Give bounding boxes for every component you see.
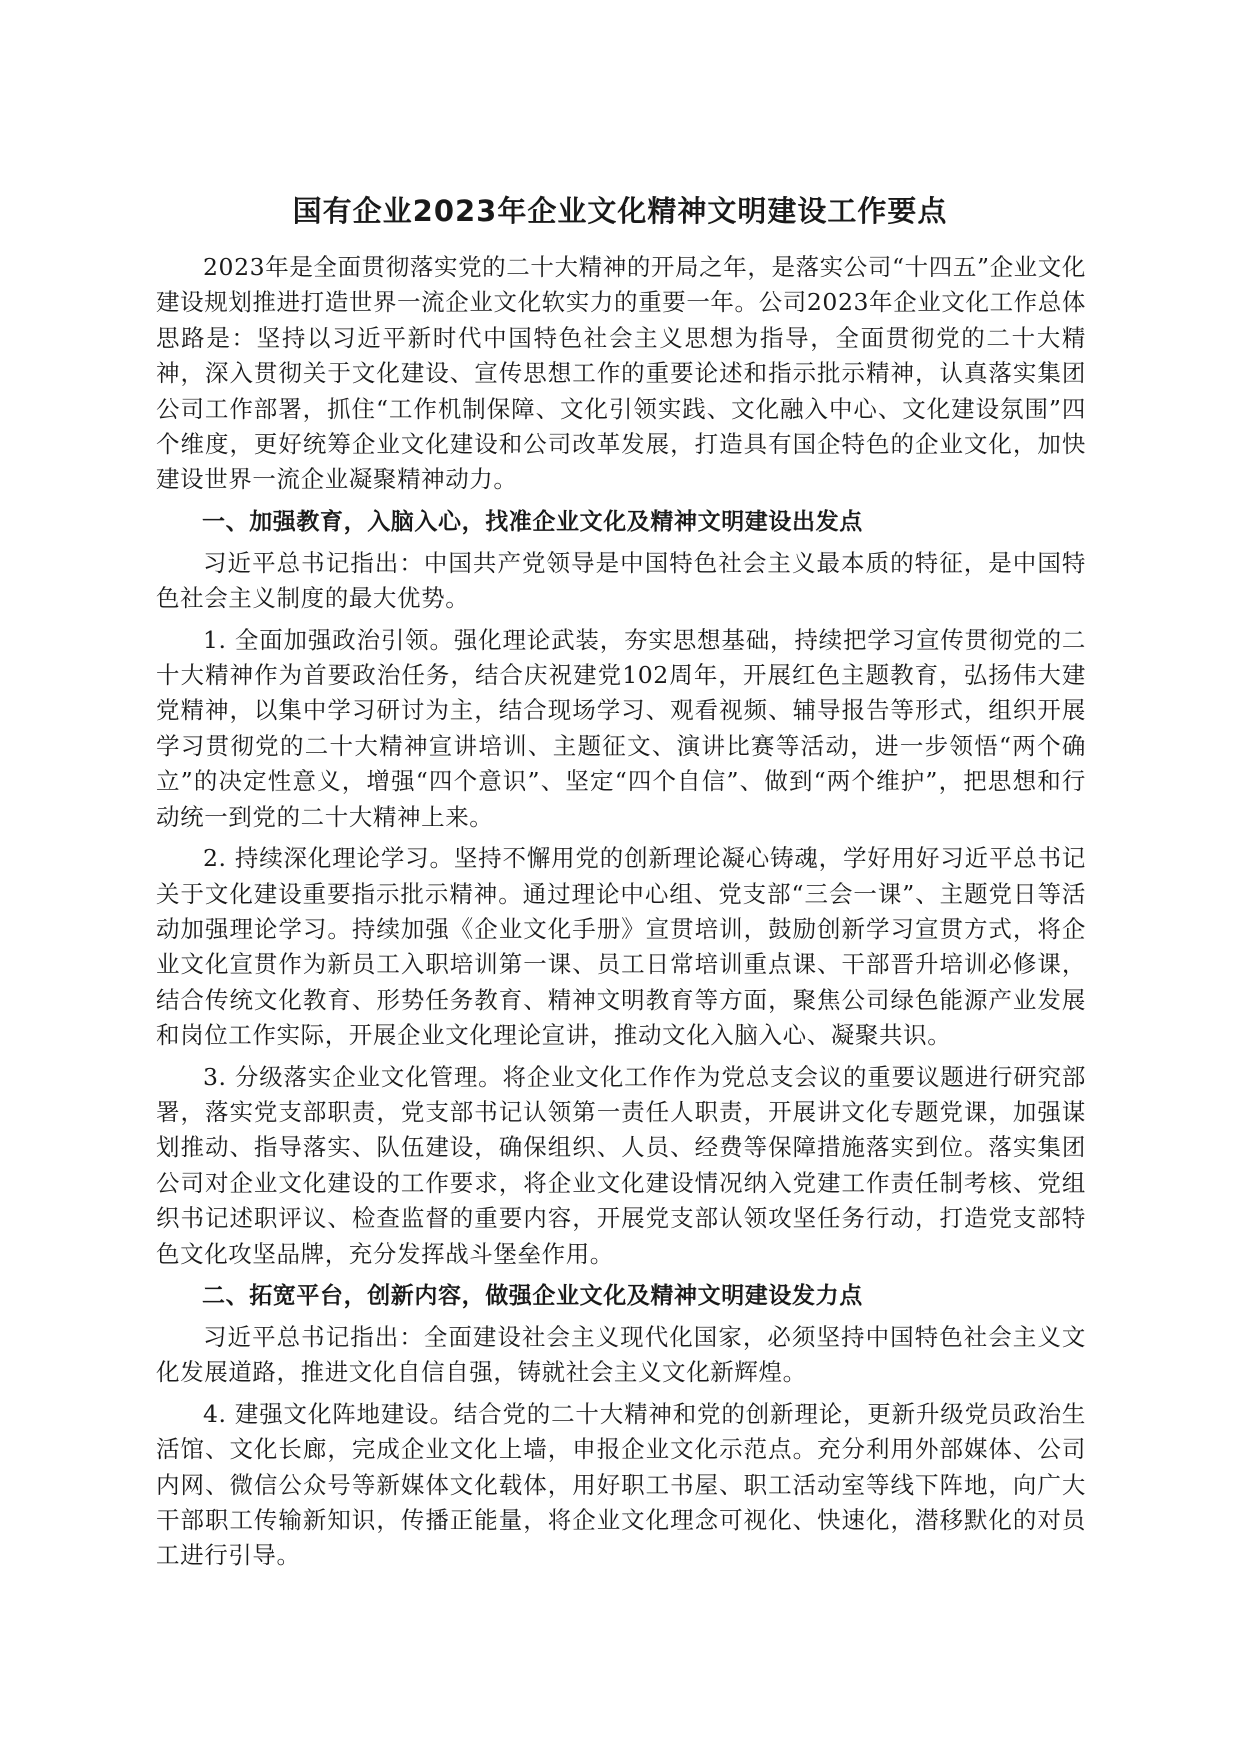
section-1-item-3: 3. 分级落实企业文化管理。将企业文化工作作为党总支会议的重要议题进行研究部署，落实党支部职责，党支部书记认领第一责任人职责，开展讲文化专题党课，加强谋划推动、指导落实、队伍建设，确保组织、人员、经费等保障措施落实到位。落实集团公司对企业文化建设的工作要求，将企业文化建设情况纳入党建工作责任制考核、党组织书记述职评议、检查监督的重要内容，开展党支部认领攻坚任务行动，打造党支部特色文化攻坚品牌，充分发挥战斗堡垒作用。 bbox=[156, 1062, 1086, 1268]
intro-paragraph: 2023年是全面贯彻落实党的二十大精神的开局之年，是落实公司“十四五”企业文化建设规划推进打造世界一流企业文化软实力的重要一年。公司2023年企业文化工作总体思路是：坚持以习近平新时代中国特色社会主义思想为指导，全面贯彻党的二十大精神，深入贯彻关于文化建设、宣传思想工作的重要论述和指示批示精神，认真落实集团公司工作部署，抓住“工作机制保障、文化引领实践、文化融入中心、文化建设氛围”四个维度，更好统筹企业文化建设和公司改革发展，打造具有国企特色的企业文化，加快建设世界一流企业凝聚精神动力。 bbox=[156, 253, 1086, 494]
section-2-quote: 习近平总书记指出：全面建设社会主义现代化国家，必须坚持中国特色社会主义文化发展道路，推进文化自信自强，铸就社会主义文化新辉煌。 bbox=[156, 1322, 1086, 1387]
document-body bbox=[156, 250, 1086, 1580]
section-1-item-1: 1. 全面加强政治引领。强化理论武装，夯实思想基础，持续把学习宣传贯彻党的二十大精神作为首要政治任务，结合庆祝建党102周年，开展红色主题教育，弘扬伟大建党精神，以集中学习研讨为主，结合现场学习、观看视频、辅导报告等形式，组织开展学习贯彻党的二十大精神宣讲培训、主题征文、演讲比赛等活动，进一步领悟“两个确立”的决定性意义，增强“四个意识”、坚定“四个自信”、做到“两个维护”，把思想和行动统一到党的二十大精神上来。 bbox=[156, 625, 1086, 831]
page-title: 国有企业2023年企业文化精神文明建设工作要点 bbox=[292, 194, 948, 228]
section-heading-1: 一、加强教育，入脑入心，找准企业文化及精神文明建设出发点 bbox=[202, 508, 863, 535]
section-heading-2: 二、拓宽平台，创新内容，做强企业文化及精神文明建设发力点 bbox=[202, 1282, 863, 1309]
section-1-quote: 习近平总书记指出：中国共产党领导是中国特色社会主义最本质的特征，是中国特色社会主义制度的最大优势。 bbox=[156, 548, 1086, 613]
section-1-item-2: 2. 持续深化理论学习。坚持不懈用党的创新理论凝心铸魂，学好用好习近平总书记关于文化建设重要指示批示精神。通过理论中心组、党支部“三会一课”、主题党日等活动加强理论学习。持续加强《企业文化手册》宣贯培训，鼓励创新学习宣贯方式，将企业文化宣贯作为新员工入职培训第一课、员工日常培训重点课、干部晋升培训必修课，结合传统文化教育、形势任务教育、精神文明教育等方面，聚焦公司绿色能源产业发展和岗位工作实际，开展企业文化理论宣讲，推动文化入脑入心、凝聚共识。 bbox=[156, 844, 1086, 1050]
section-2-item-4: 4. 建强文化阵地建设。结合党的二十大精神和党的创新理论，更新升级党员政治生活馆、文化长廊，完成企业文化上墙，申报企业文化示范点。充分利用外部媒体、公司内网、微信公众号等新媒体文化载体，用好职工书屋、职工活动室等线下阵地，向广大干部职工传输新知识，传播正能量，将企业文化理念可视化、快速化，潜移默化的对员工进行引导。 bbox=[156, 1399, 1086, 1570]
